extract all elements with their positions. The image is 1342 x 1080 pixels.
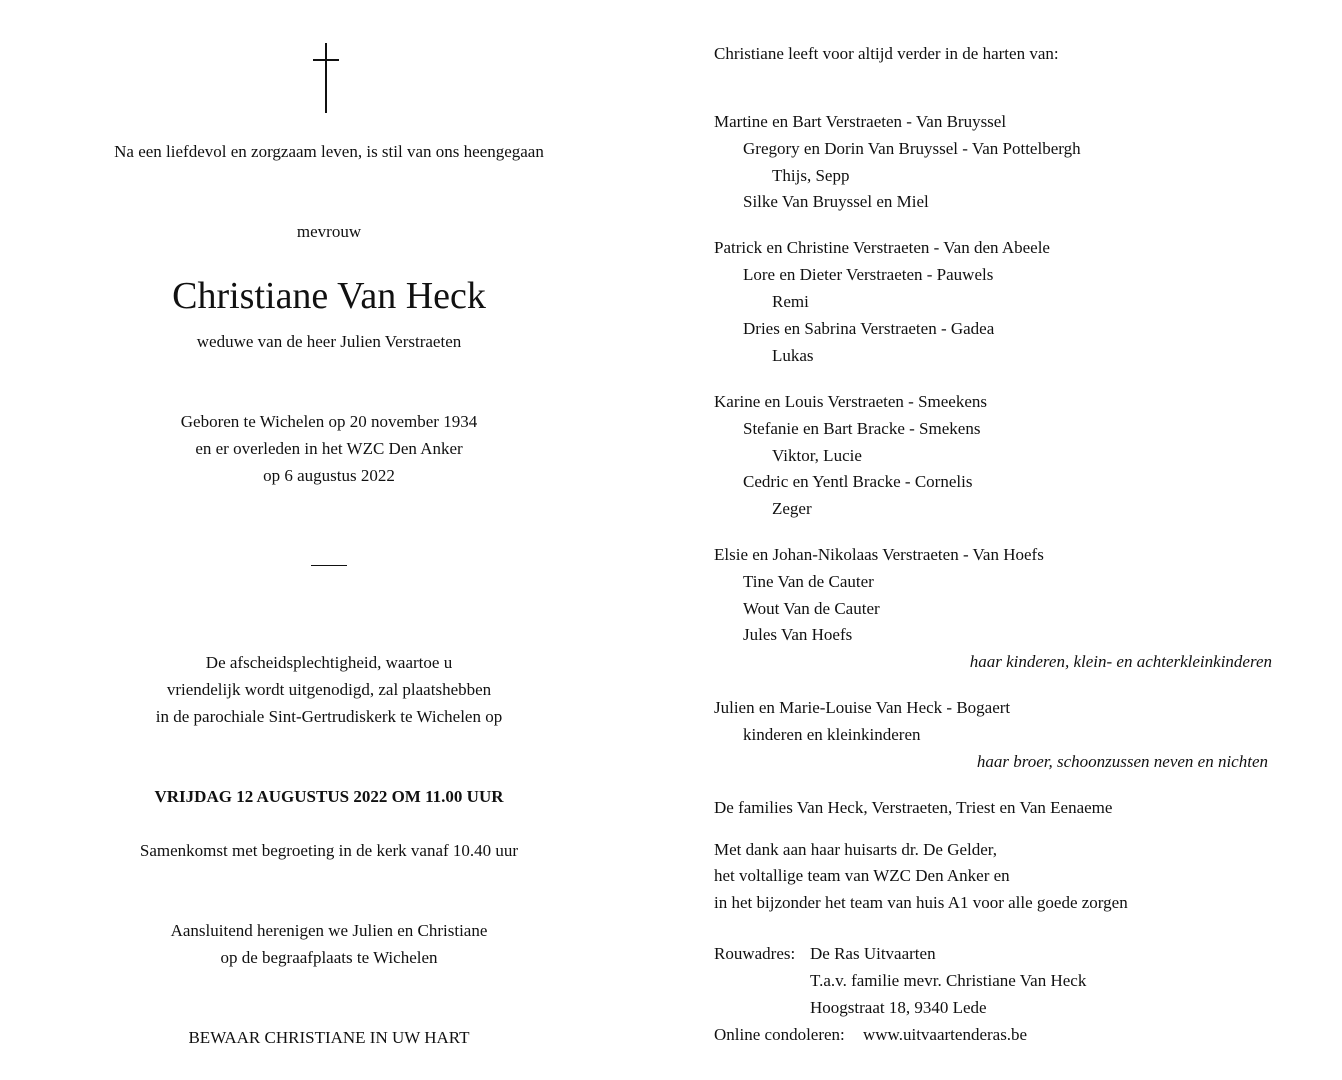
- salutation: mevrouw: [296, 222, 362, 241]
- thanks-line-3: in het bijzonder het team van huis A1 voor alle goede zorgen: [714, 893, 1128, 912]
- ceremony-line-3: in de parochiale Sint-Gertrudiskerk te Wichelen op: [155, 707, 503, 726]
- family-member: Cedric en Yentl Bracke - Cornelis: [743, 472, 973, 491]
- brother-caption: haar broer, schoonzussen neven en nichten: [976, 752, 1268, 771]
- brother-line-2: kinderen en kleinkinderen: [743, 725, 921, 744]
- family-member: Lukas: [772, 346, 814, 365]
- family-member: Viktor, Lucie: [772, 446, 862, 465]
- right-page: [714, 0, 1314, 1080]
- cross-icon: [313, 43, 339, 113]
- ceremony-date-time: VRIJDAG 12 AUGUSTUS 2022 OM 11.00 UUR: [154, 787, 504, 806]
- brother-line-1: Julien en Marie-Louise Van Heck - Bogaert: [714, 698, 1011, 717]
- family-member: Gregory en Dorin Van Bruyssel - Van Pottelbergh: [743, 139, 1081, 158]
- family-member: Silke Van Bruyssel en Miel: [743, 192, 929, 211]
- family-member: Patrick en Christine Verstraeten - Van den Abeele: [714, 238, 1050, 257]
- intro-text: Na een liefdevol en zorgzaam leven, is stil van ons heengegaan: [114, 142, 544, 161]
- birth-line-1: Geboren te Wichelen op 20 november 1934: [180, 412, 478, 431]
- family-member: Jules Van Hoefs: [743, 625, 853, 644]
- burial-line-2: op de begraafplaats te Wichelen: [220, 948, 438, 967]
- left-page: [0, 0, 658, 1080]
- closing-text: BEWAAR CHRISTIANE IN UW HART: [188, 1028, 470, 1047]
- deceased-name: Christiane Van Heck: [172, 275, 486, 317]
- gathering-text: Samenkomst met begroeting in de kerk vanaf 10.40 uur: [139, 841, 519, 860]
- thanks-line-2: het voltallige team van WZC Den Anker en: [714, 866, 1010, 885]
- family-member: Tine Van de Cauter: [743, 572, 874, 591]
- widow-of: weduwe van de heer Julien Verstraeten: [196, 332, 462, 351]
- online-label: Online condoleren:: [714, 1025, 845, 1044]
- thanks-line-1: Met dank aan haar huisarts dr. De Gelder,: [714, 840, 998, 859]
- family-member: Martine en Bart Verstraeten - Van Bruyssel: [714, 112, 1007, 131]
- address-line-1: De Ras Uitvaarten: [810, 944, 936, 963]
- address-label: Rouwadres:: [714, 944, 796, 963]
- family-member: Lore en Dieter Verstraeten - Pauwels: [743, 265, 994, 284]
- family-member: Zeger: [772, 499, 812, 518]
- family-member: Thijs, Sepp: [772, 166, 850, 185]
- address-line-2: T.a.v. familie mevr. Christiane Van Heck: [810, 971, 1087, 990]
- family-member: Stefanie en Bart Bracke - Smekens: [743, 419, 981, 438]
- birth-line-3: op 6 augustus 2022: [263, 466, 395, 485]
- birth-line-2: en er overleden in het WZC Den Anker: [195, 439, 463, 458]
- ceremony-line-2: vriendelijk wordt uitgenodigd, zal plaatshebben: [166, 680, 492, 699]
- divider: [311, 565, 347, 566]
- address-line-3: Hoogstraat 18, 9340 Lede: [810, 998, 987, 1017]
- families-line: De families Van Heck, Verstraeten, Triest en Van Eenaeme: [714, 798, 1113, 817]
- family-member: Karine en Louis Verstraeten - Smeekens: [714, 392, 988, 411]
- family-heading: Christiane leeft voor altijd verder in de harten van:: [714, 44, 1059, 63]
- family-member: Elsie en Johan-Nikolaas Verstraeten - Van Hoefs: [714, 545, 1044, 564]
- online-condolence-link[interactable]: www.uitvaartenderas.be: [863, 1025, 1028, 1044]
- children-caption: haar kinderen, klein- en achterkleinkinderen: [969, 652, 1272, 671]
- burial-line-1: Aansluitend herenigen we Julien en Christiane: [170, 921, 488, 940]
- family-member: Remi: [772, 292, 809, 311]
- ceremony-line-1: De afscheidsplechtigheid, waartoe u: [205, 653, 453, 672]
- family-member: Wout Van de Cauter: [743, 599, 880, 618]
- family-member: Dries en Sabrina Verstraeten - Gadea: [743, 319, 995, 338]
